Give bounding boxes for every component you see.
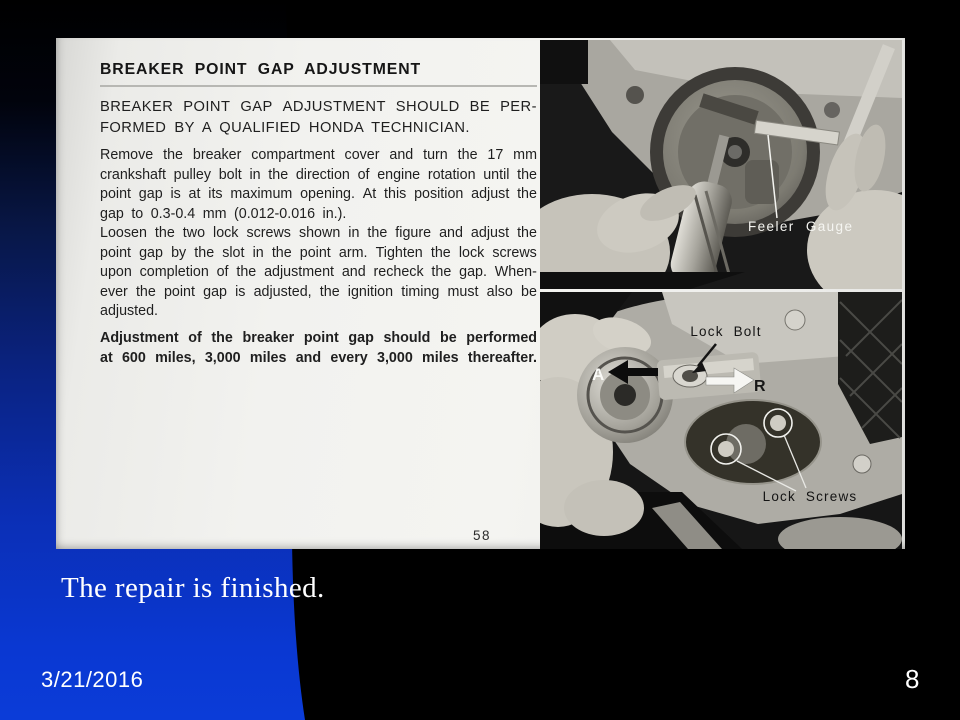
slide-date: 3/21/2016 [41, 667, 144, 692]
scan-page-number: 58 [473, 528, 492, 543]
lock-bolt-label: Lock Bolt [690, 324, 762, 339]
lock-screw [770, 415, 786, 431]
slide-page-number: 8 [905, 664, 920, 694]
feeler-gauge-label: Feeler Gauge [748, 219, 854, 234]
advancer-center [614, 384, 636, 406]
condenser [745, 160, 779, 204]
lock-screw [718, 441, 734, 457]
manual-section-title: BREAKER POINT GAP ADJUSTMENT [100, 61, 422, 78]
manual-paragraph-procedure-1: Remove the breaker compartment cover and turn the 17 mm crankshaft pulley bolt in the direction of engine rotation until the point gap is at its maximum opening. At this position adjust the gap to 0.3-0.4 mm (0.012-0.016 in.). [100, 147, 537, 222]
photo-lock-screws [540, 292, 902, 549]
bolt-head [824, 102, 840, 118]
manual-paragraph-procedure-2: Loosen the two lock screws shown in the figure and adjust the point gap by the slot in the point arm. Tighten the lock screws upon completion of the adjustment and recheck the gap. When- ever the point gap is adjusted, the ignition timing must also be adjusted. [100, 225, 537, 320]
cam-center [728, 145, 742, 159]
title-underline [100, 85, 537, 87]
slide-caption: The repair is finished. [61, 572, 325, 604]
manual-paragraph-warning: BREAKER POINT GAP ADJUSTMENT SHOULD BE PER- FORMED BY A QUALIFIED HONDA TECHNICIAN. [100, 99, 537, 136]
manual-paragraph-maintenance-interval: Adjustment of the breaker point gap should be performed at 600 miles, 3,000 miles and every 3,000 miles thereafter. [100, 330, 537, 366]
direction-r-label: R [754, 378, 766, 395]
bolt-head [785, 310, 805, 330]
hand-finger [564, 480, 644, 536]
bolt-head [853, 455, 871, 473]
lock-screws-label: Lock Screws [762, 489, 858, 504]
photo-corner-shadow [540, 40, 588, 84]
bolt-head [626, 86, 644, 104]
photo-feeler-gauge [540, 40, 902, 289]
direction-a-label: A [592, 365, 605, 384]
